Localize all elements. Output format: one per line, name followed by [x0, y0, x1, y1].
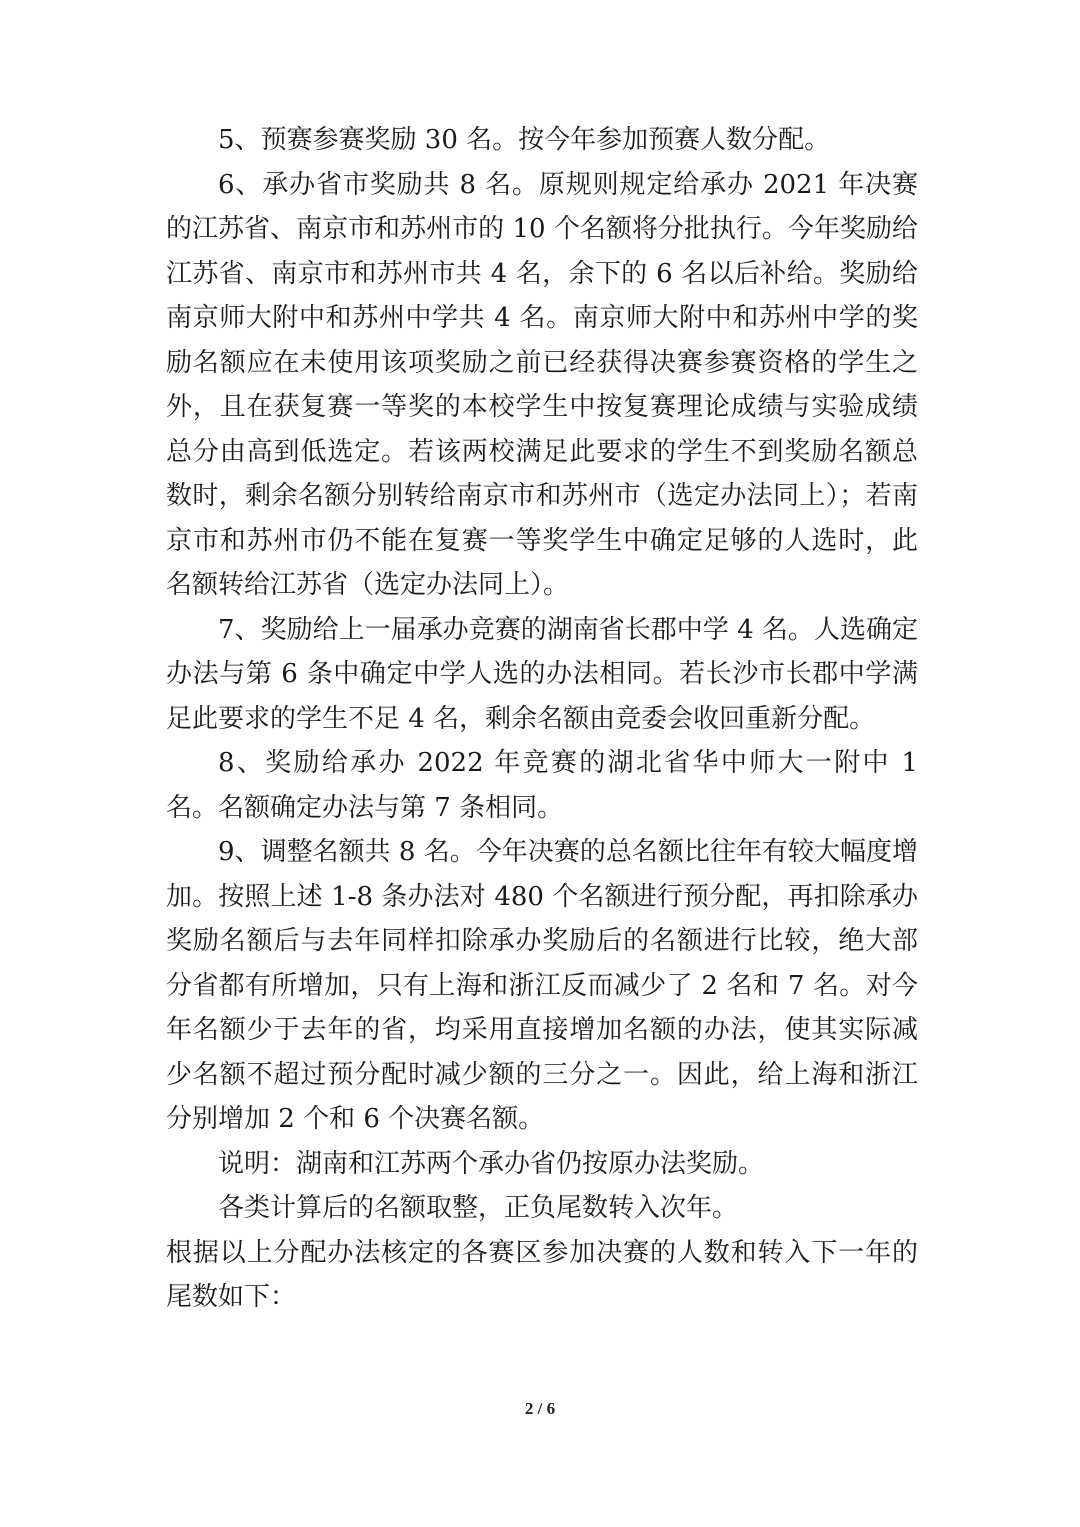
- paragraph-item-8: 8、奖励给承办 2022 年竞赛的湖北省华中师大一附中 1 名。名额确定办法与第 7 条相同。: [166, 748, 918, 823]
- paragraph-rounding: 各类计算后的名额取整，正负尾数转入次年。: [218, 1193, 739, 1223]
- page-number: 2 / 6: [524, 1399, 556, 1418]
- paragraph-summary: 根据以上分配办法核定的各赛区参加决赛的人数和转入下一年的尾数如下：: [166, 1237, 918, 1312]
- paragraph-note: 说明：湖南和江苏两个承办省仍按原办法奖励。: [218, 1148, 765, 1179]
- paragraph-item-7: 7、奖励给上一届承办竞赛的湖南省长郡中学 4 名。人选确定办法与第 6 条中确定中学人选的办法相同。若长沙市长郡中学满足此要求的学生不足 4 名，剩余名额由竞委会收回重新分配。: [166, 614, 918, 734]
- paragraph-item-9: 9、调整名额共 8 名。今年决赛的总名额比往年有较大幅度增加。按照上述 1-8 条办法对 480 个名额进行预分配，再扣除承办奖励名额后与去年同样扣除承办奖励后的名额进行比较，绝大部分省都有所增加，只有上海和浙江反而减少了 2 名和 7 名。对今年名额少于去年的省，均采用直接增加名额的办法，使其实际减少名额不超过预分配时减少额的三分之一。因此，给上海和浙江分别增加 2 个和 6 个决赛名额。: [166, 837, 918, 1134]
- paragraph-item-5: 5、预赛参赛奖励 30 名。按今年参加预赛人数分配。: [218, 125, 831, 155]
- document-body: [166, 118, 918, 1320]
- paragraph-item-6: 6、承办省市奖励共 8 名。原规则规定给承办 2021 年决赛的江苏省、南京市和苏州市的 10 个名额将分批执行。今年奖励给江苏省、南京市和苏州市共 4 名，余下的 6 名以后补给。奖励给南京师大附中和苏州中学共 4 名。南京师大附中和苏州中学的奖励名额应在未使用该项奖励之前已经获得决赛参赛资格的学生之外，且在获复赛一等奖的本校学生中按复赛理论成绩与实验成绩总分由高到低选定。若该两校满足此要求的学生不到奖励名额总数时，剩余名额分别转给南京市和苏州市（选定办法同上）；若南京市和苏州市仍不能在复赛一等奖学生中确定足够的人选时，此名额转给江苏省（选定办法同上）。: [166, 169, 918, 600]
